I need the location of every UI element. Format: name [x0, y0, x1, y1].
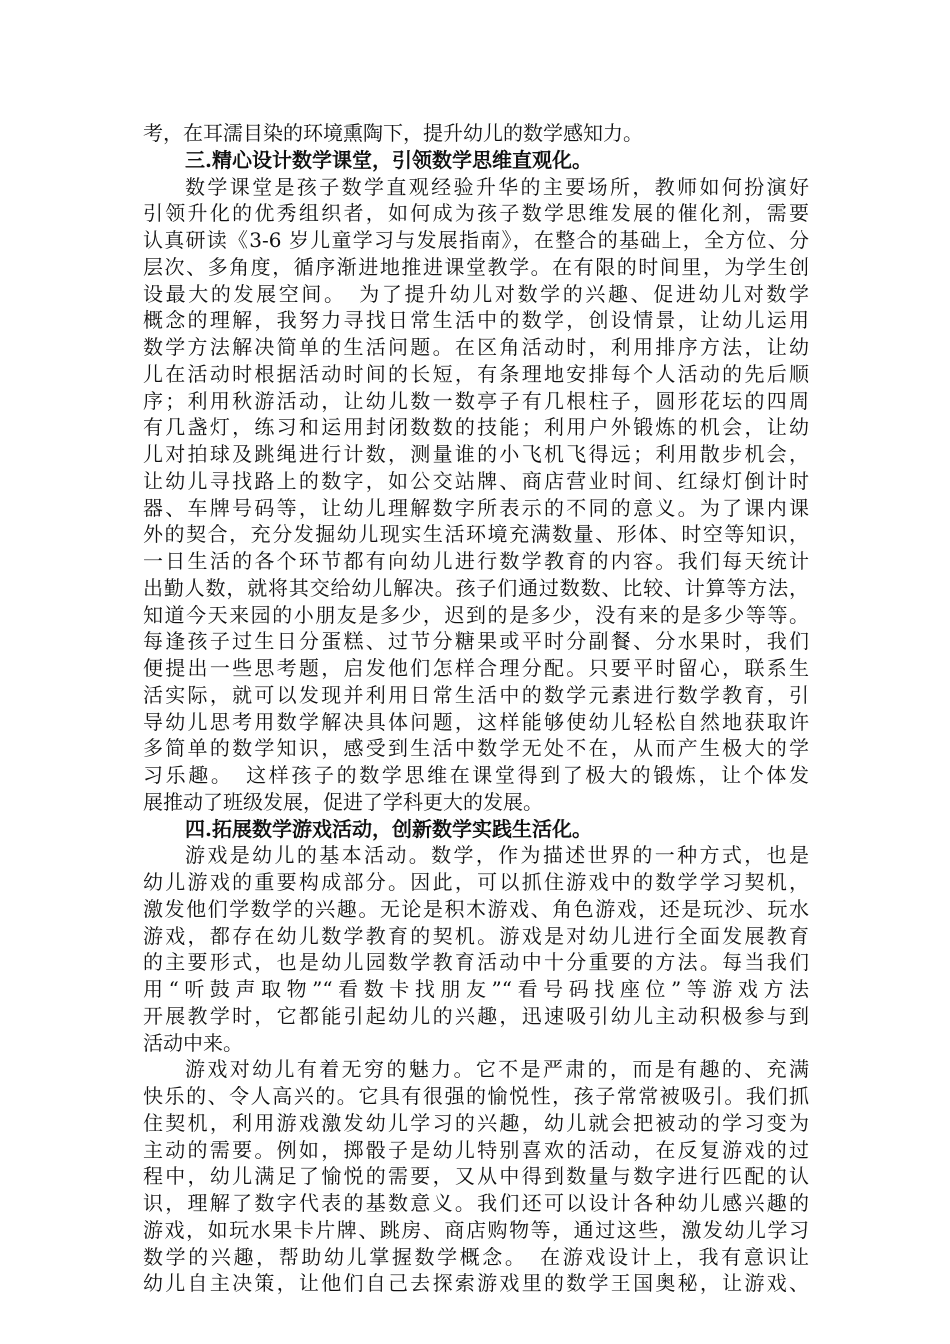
paragraph-line: 器、车牌号码等，让幼儿理解数字所表示的不同的意义。为了课内课 [143, 495, 809, 520]
paragraph-line: 数学的兴趣，帮助幼儿掌握数学概念。 在游戏设计上，我有意识让 [143, 1244, 809, 1269]
paragraph-line: 认真研读《3-6 岁儿童学习与发展指南》，在整合的基础上，全方位、分 [143, 228, 809, 252]
paragraph-line: 引领升化的优秀组织者，如何成为孩子数学思维发展的催化剂，需要 [143, 201, 809, 226]
paragraph-line: 让幼儿寻找路上的数字，如公交站牌、商店营业时间、红绿灯倒计时 [143, 468, 809, 493]
paragraph-line: 的主要形式，也是幼儿园数学教育活动中十分重要的方法。每当我们 [143, 950, 809, 975]
paragraph-line: 快乐的、令人高兴的。它具有很强的愉悦性，孩子常常被吸引。我们抓 [143, 1084, 809, 1108]
paragraph-line: 激发他们学数学的兴趣。无论是积木游戏、角色游戏，还是玩沙、玩水 [143, 896, 809, 921]
paragraph-line: 游戏，都存在幼儿数学教育的契机。游戏是对幼儿进行全面发展教育 [143, 923, 809, 948]
paragraph-first-line: 游戏对幼儿有着无穷的魅力。它不是严肃的，而是有趣的、充满 [185, 1057, 809, 1082]
paragraph-line: 便提出一些思考题，启发他们怎样合理分配。只要平时留心，联系生 [143, 656, 809, 680]
paragraph-line: 主动的需要。例如，掷骰子是幼儿特别喜欢的活动，在反复游戏的过 [143, 1137, 809, 1162]
paragraph-line: 出勤人数，就将其交给幼儿解决。孩子们通过数数、比较、计算等方法， [143, 575, 809, 600]
document-body [143, 120, 809, 1297]
paragraph-line: 儿对拍球及跳绳进行计数，测量谁的小飞机飞得远；利用散步机会， [143, 442, 809, 466]
paragraph-line: 多简单的数学知识，感受到生活中数学无处不在，从而产生极大的学 [143, 736, 809, 761]
paragraph-line: 活实际，就可以发现并利用日常生活中的数学元素进行数学教育，引 [143, 682, 809, 707]
paragraph-line: 外的契合，充分发掘幼儿现实生活环境充满数量、形体、时空等知识， [143, 522, 809, 547]
section-heading: 三.精心设计数学课堂，引领数学思维直观化。 [185, 147, 592, 172]
paragraph-line: 幼儿游戏的重要构成部分。因此，可以抓住游戏中的数学学习契机， [143, 870, 809, 894]
paragraph-last-line: 展推动了班级发展，促进了学科更大的发展。 [143, 789, 543, 814]
paragraph-first-line: 数学课堂是孩子数学直观经验升华的主要场所，教师如何扮演好 [185, 174, 809, 199]
paragraph-first-line: 游戏是幼儿的基本活动。数学，作为描述世界的一种方式，也是 [185, 843, 809, 868]
paragraph-line: 概念的理解，我努力寻找日常生活中的数学，创设情景，让幼儿运用 [143, 308, 809, 333]
paragraph-last-line: 活动中来。 [143, 1030, 243, 1055]
paragraph-line: 序；利用秋游活动，让幼儿数一数亭子有几根柱子，圆形花坛的四周 [143, 388, 809, 413]
paragraph-line: 知道今天来园的小朋友是多少，迟到的是多少，没有来的是多少等等。 [143, 602, 809, 627]
paragraph-line: 幼儿自主决策，让他们自己去探索游戏里的数学王国奥秘，让游戏、 [143, 1271, 809, 1296]
paragraph-line: 儿在活动时根据活动时间的长短，有条理地安排每个人活动的先后顺 [143, 361, 809, 386]
section-heading: 四.拓展数学游戏活动，创新数学实践生活化。 [185, 816, 592, 841]
paragraph-line: 每逢孩子过生日分蛋糕、过节分糖果或平时分副餐、分水果时，我们 [143, 629, 809, 654]
paragraph-line: 开展教学时，它都能引起幼儿的兴趣，迅速吸引幼儿主动积极参与到 [143, 1003, 809, 1028]
paragraph-line: 用“听鼓声取物”“看数卡找朋友”“看号码找座位”等游戏方法 [143, 977, 809, 1001]
paragraph-line: 有几盏灯，练习和运用封闭数数的技能；利用户外锻炼的机会，让幼 [143, 415, 809, 440]
paragraph-line: 导幼儿思考用数学解决具体问题，这样能够使幼儿轻松自然地获取许 [143, 709, 809, 734]
paragraph-line: 识，理解了数字代表的基数意义。我们还可以设计各种幼儿感兴趣的 [143, 1191, 809, 1215]
paragraph-line: 设最大的发展空间。 为了提升幼儿对数学的兴趣、促进幼儿对数学 [143, 281, 809, 306]
paragraph-line: 程中，幼儿满足了愉悦的需要，又从中得到数量与数字进行匹配的认 [143, 1164, 809, 1189]
paragraph-last-line: 考，在耳濡目染的环境熏陶下，提升幼儿的数学感知力。 [143, 121, 643, 145]
paragraph-line: 住契机，利用游戏激发幼儿学习的兴趣，幼儿就会把被动的学习变为 [143, 1110, 809, 1135]
paragraph-line: 习乐趣。 这样孩子的数学思维在课堂得到了极大的锻炼，让个体发 [143, 763, 809, 787]
paragraph-line: 一日生活的各个环节都有向幼儿进行数学教育的内容。我们每天统计 [143, 549, 809, 573]
paragraph-line: 数学方法解决简单的生活问题。在区角活动时，利用排序方法，让幼 [143, 335, 809, 359]
paragraph-line: 游戏，如玩水果卡片牌、跳房、商店购物等，通过这些，激发幼儿学习 [143, 1217, 809, 1242]
paragraph-line: 层次、多角度，循序渐进地推进课堂教学。在有限的时间里，为学生创 [143, 254, 809, 279]
